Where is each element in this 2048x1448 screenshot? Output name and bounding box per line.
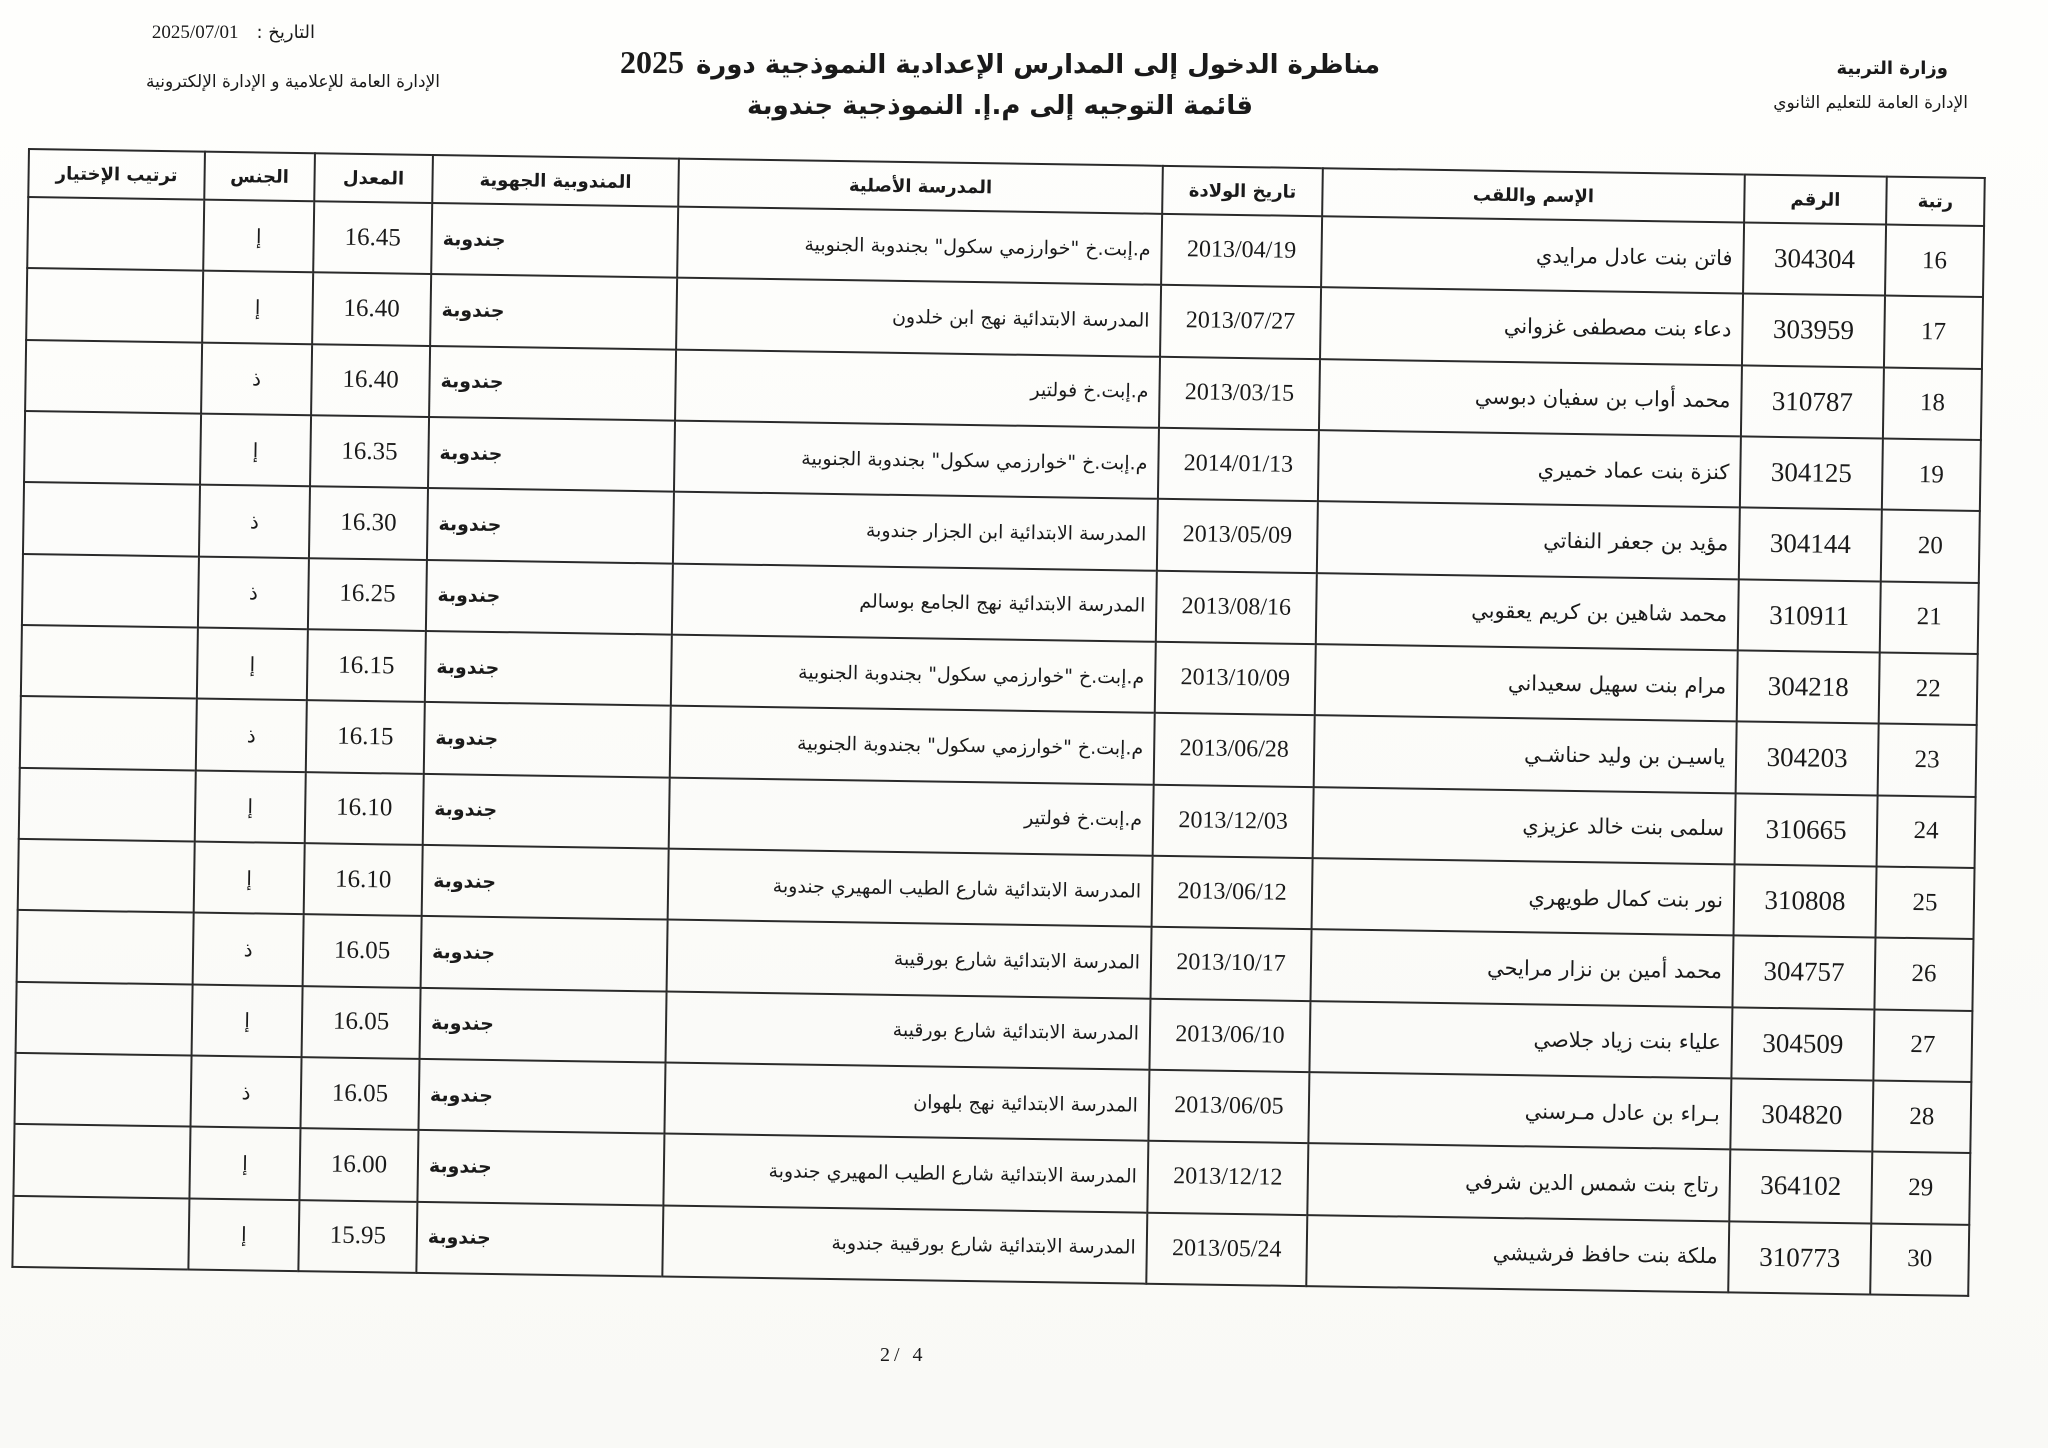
document-title bbox=[600, 44, 1400, 81]
cell-gender: إ bbox=[200, 414, 311, 487]
cell-region: جندوبة bbox=[425, 631, 672, 706]
ministry-name: وزارة التربية bbox=[1836, 58, 1948, 79]
cell-average: 16.25 bbox=[308, 558, 427, 631]
cell-dob: 2013/06/28 bbox=[1154, 713, 1315, 787]
cell-rank: 20 bbox=[1881, 510, 1980, 583]
cell-region: جندوبة bbox=[424, 702, 671, 777]
col-header-rank: رتبة bbox=[1886, 177, 1985, 226]
cell-name: نور بنت كمال طويهري bbox=[1312, 858, 1735, 936]
cell-choice bbox=[27, 197, 204, 271]
col-header-gender: الجنس bbox=[204, 152, 315, 202]
cell-choice bbox=[22, 554, 199, 628]
cell-name: محمد أواب بن سفيان دبوسي bbox=[1319, 359, 1742, 437]
header-left bbox=[80, 22, 440, 92]
cell-rank: 28 bbox=[1872, 1080, 1971, 1153]
left-department: الإدارة العامة للإعلامية و الإدارة الإلكترونية bbox=[145, 72, 440, 92]
cell-number: 304509 bbox=[1731, 1007, 1874, 1080]
col-header-school: المدرسة الأصلية bbox=[678, 159, 1163, 214]
cell-name: رتاج بنت شمس الدين شرفي bbox=[1307, 1143, 1730, 1221]
cell-rank: 16 bbox=[1885, 225, 1984, 298]
cell-rank: 18 bbox=[1883, 367, 1982, 440]
cell-average: 16.05 bbox=[300, 1057, 419, 1130]
cell-average: 16.35 bbox=[310, 415, 429, 488]
cell-gender: إ bbox=[188, 1198, 299, 1271]
cell-school: المدرسة الابتدائية شارع بورقيبة bbox=[666, 991, 1151, 1070]
cell-average: 16.05 bbox=[302, 986, 421, 1059]
col-header-number: الرقم bbox=[1744, 174, 1887, 224]
cell-average: 16.30 bbox=[309, 487, 428, 560]
cell-region: جندوبة bbox=[428, 417, 675, 492]
cell-school: المدرسة الابتدائية شارع الطيب المهيري جندوبة bbox=[663, 1134, 1148, 1213]
cell-dob: 2013/04/19 bbox=[1161, 214, 1322, 288]
cell-dob: 2013/12/12 bbox=[1147, 1141, 1308, 1215]
cell-dob: 2013/06/10 bbox=[1149, 998, 1310, 1072]
cell-average: 16.10 bbox=[305, 772, 424, 845]
title-year: 2025 bbox=[619, 44, 684, 80]
col-header-average: المعدل bbox=[314, 153, 433, 203]
cell-choice bbox=[23, 482, 200, 556]
cell-gender: إ bbox=[189, 1127, 300, 1200]
cell-region: جندوبة bbox=[417, 1130, 664, 1205]
cell-region: جندوبة bbox=[427, 488, 674, 563]
cell-region: جندوبة bbox=[418, 1059, 665, 1134]
cell-choice bbox=[19, 768, 196, 842]
cell-choice bbox=[16, 982, 193, 1056]
cell-school: المدرسة الابتدائية نهج الجامع بوسالم bbox=[672, 563, 1157, 642]
cell-school: م.إبت.خ "خوارزمي سكول" بجندوبة الجنوبية bbox=[677, 207, 1162, 286]
cell-choice bbox=[20, 696, 197, 770]
date-label: التاريخ : bbox=[256, 22, 315, 43]
cell-region: جندوبة bbox=[422, 845, 669, 920]
cell-school: المدرسة الابتدائية نهج بلهوان bbox=[664, 1062, 1149, 1141]
cell-dob: 2013/10/09 bbox=[1155, 642, 1316, 716]
cell-school: م.إبت.خ "خوارزمي سكول" بجندوبة الجنوبية bbox=[671, 635, 1156, 714]
header-right bbox=[1668, 58, 1968, 113]
cell-number: 304218 bbox=[1737, 650, 1880, 723]
cell-rank: 22 bbox=[1879, 652, 1978, 725]
cell-average: 16.05 bbox=[303, 914, 422, 987]
col-header-region: المندوبية الجهوية bbox=[432, 155, 679, 207]
cell-dob: 2013/05/09 bbox=[1157, 499, 1318, 573]
cell-number: 304820 bbox=[1730, 1078, 1873, 1151]
page-indicator: 2/ 4 bbox=[880, 1344, 927, 1366]
cell-number: 304144 bbox=[1739, 508, 1882, 581]
cell-gender: إ bbox=[202, 271, 313, 344]
results-table bbox=[11, 148, 1985, 1297]
cell-name: فاتن بنت عادل مرايدي bbox=[1321, 216, 1744, 294]
cell-name: مرام بنت سهيل سعيداني bbox=[1315, 644, 1738, 722]
cell-gender: ذ bbox=[196, 699, 307, 772]
cell-rank: 19 bbox=[1882, 439, 1981, 512]
cell-number: 310773 bbox=[1728, 1221, 1871, 1295]
cell-average: 16.15 bbox=[307, 629, 426, 702]
title-text: مناظرة الدخول إلى المدارس الإعدادية النموذجية دورة bbox=[695, 50, 1381, 80]
cell-choice bbox=[25, 340, 202, 414]
cell-school: المدرسة الابتدائية نهج ابن خلدون bbox=[676, 278, 1161, 357]
header-center bbox=[600, 44, 1400, 121]
col-header-choice: ترتيب الإختيار bbox=[28, 149, 205, 200]
cell-gender: ذ bbox=[199, 485, 310, 558]
cell-rank: 30 bbox=[1870, 1223, 1969, 1296]
col-header-dob: تاريخ الولادة bbox=[1162, 166, 1323, 216]
cell-region: جندوبة bbox=[423, 774, 670, 849]
cell-school: م.إبت.خ "خوارزمي سكول" بجندوبة الجنوبية bbox=[670, 706, 1155, 785]
cell-rank: 21 bbox=[1880, 581, 1979, 654]
cell-gender: إ bbox=[192, 984, 303, 1057]
cell-rank: 27 bbox=[1873, 1009, 1972, 1082]
cell-name: دعاء بنت مصطفى غزواني bbox=[1320, 288, 1743, 366]
cell-region: جندوبة bbox=[426, 560, 673, 635]
cell-rank: 24 bbox=[1877, 795, 1976, 868]
cell-rank: 23 bbox=[1878, 724, 1977, 797]
cell-dob: 2013/12/03 bbox=[1153, 784, 1314, 858]
table-body bbox=[12, 197, 1984, 1296]
cell-gender: إ bbox=[195, 770, 306, 843]
cell-average: 16.00 bbox=[299, 1128, 418, 1201]
cell-choice bbox=[21, 625, 198, 699]
cell-rank: 25 bbox=[1875, 866, 1974, 939]
cell-region: جندوبة bbox=[430, 274, 677, 349]
cell-rank: 17 bbox=[1884, 296, 1983, 369]
cell-dob: 2013/05/24 bbox=[1146, 1212, 1307, 1286]
cell-number: 310787 bbox=[1741, 365, 1884, 438]
cell-dob: 2013/10/17 bbox=[1151, 927, 1312, 1001]
results-table-wrapper bbox=[11, 148, 1983, 1297]
cell-gender: إ bbox=[194, 842, 305, 915]
cell-dob: 2013/08/16 bbox=[1156, 570, 1317, 644]
cell-name: ياسيـن بن وليد حناشـي bbox=[1314, 715, 1737, 793]
cell-number: 304125 bbox=[1740, 436, 1883, 509]
col-header-name: الإسم واللقب bbox=[1322, 168, 1745, 222]
cell-number: 304757 bbox=[1732, 936, 1875, 1009]
cell-name: بـراء بن عادل مـرسني bbox=[1308, 1072, 1731, 1150]
cell-number: 303959 bbox=[1742, 294, 1885, 367]
cell-gender: ذ bbox=[193, 913, 304, 986]
cell-average: 16.40 bbox=[311, 344, 430, 417]
cell-average: 16.15 bbox=[306, 700, 425, 773]
cell-choice bbox=[24, 411, 201, 485]
cell-rank: 29 bbox=[1871, 1152, 1970, 1225]
cell-choice bbox=[26, 268, 203, 342]
cell-school: المدرسة الابتدائية ابن الجزار جندوبة bbox=[673, 492, 1158, 571]
cell-number: 304203 bbox=[1736, 722, 1879, 795]
cell-name: محمد شاهين بن كريم يعقوبي bbox=[1316, 573, 1739, 651]
date-value: 2025/07/01 bbox=[151, 22, 239, 43]
cell-average: 16.40 bbox=[312, 273, 431, 346]
cell-region: جندوبة bbox=[420, 988, 667, 1063]
cell-gender: ذ bbox=[201, 342, 312, 415]
cell-dob: 2013/07/27 bbox=[1160, 285, 1321, 359]
cell-number: 364102 bbox=[1729, 1150, 1872, 1223]
cell-choice bbox=[18, 839, 195, 913]
cell-number: 310665 bbox=[1735, 793, 1878, 866]
right-department: الإدارة العامة للتعليم الثانوي bbox=[1773, 93, 1968, 113]
cell-average: 15.95 bbox=[298, 1200, 417, 1273]
cell-number: 310911 bbox=[1738, 579, 1881, 652]
cell-choice bbox=[15, 1053, 192, 1127]
cell-region: جندوبة bbox=[431, 203, 678, 278]
cell-average: 16.10 bbox=[304, 843, 423, 916]
cell-region: جندوبة bbox=[429, 346, 676, 421]
cell-school: م.إبت.خ "خوارزمي سكول" بجندوبة الجنوبية bbox=[674, 421, 1159, 500]
cell-school: م.إبت.خ فولتير bbox=[675, 349, 1160, 428]
cell-number: 304304 bbox=[1743, 222, 1886, 295]
cell-region: جندوبة bbox=[416, 1201, 663, 1276]
cell-gender: ذ bbox=[190, 1055, 301, 1128]
cell-average: 16.45 bbox=[313, 201, 432, 274]
cell-choice bbox=[13, 1124, 190, 1198]
cell-school: المدرسة الابتدائية شارع بورقيبة جندوبة bbox=[662, 1205, 1147, 1284]
cell-region: جندوبة bbox=[421, 916, 668, 991]
cell-school: م.إبت.خ فولتير bbox=[669, 777, 1154, 856]
cell-name: ملكة بنت حافظ فرشيشي bbox=[1306, 1215, 1729, 1293]
cell-dob: 2013/06/05 bbox=[1148, 1070, 1309, 1144]
cell-dob: 2013/06/12 bbox=[1152, 856, 1313, 930]
cell-gender: إ bbox=[197, 628, 308, 701]
cell-rank: 26 bbox=[1874, 938, 1973, 1011]
cell-name: محمد أمين بن نزار مرايحي bbox=[1310, 929, 1733, 1007]
cell-school: المدرسة الابتدائية شارع الطيب المهيري جندوبة bbox=[668, 849, 1153, 928]
cell-choice bbox=[17, 910, 194, 984]
cell-gender: إ bbox=[203, 200, 314, 273]
cell-name: كنزة بنت عماد خميري bbox=[1318, 430, 1741, 508]
document-subtitle: قائمة التوجيه إلى م.إ. النموذجية جندوبة bbox=[747, 91, 1253, 121]
cell-gender: ذ bbox=[198, 556, 309, 629]
cell-dob: 2013/03/15 bbox=[1159, 356, 1320, 430]
cell-school: المدرسة الابتدائية شارع بورقيبة bbox=[667, 920, 1152, 999]
date-line bbox=[80, 22, 315, 44]
cell-name: سلمى بنت خالد عزيزي bbox=[1313, 787, 1736, 865]
cell-name: علياء بنت زياد جلاصي bbox=[1309, 1001, 1732, 1079]
cell-choice bbox=[12, 1195, 189, 1269]
cell-number: 310808 bbox=[1734, 864, 1877, 937]
cell-name: مؤيد بن جعفر النفاتي bbox=[1317, 501, 1740, 579]
cell-dob: 2014/01/13 bbox=[1158, 428, 1319, 502]
